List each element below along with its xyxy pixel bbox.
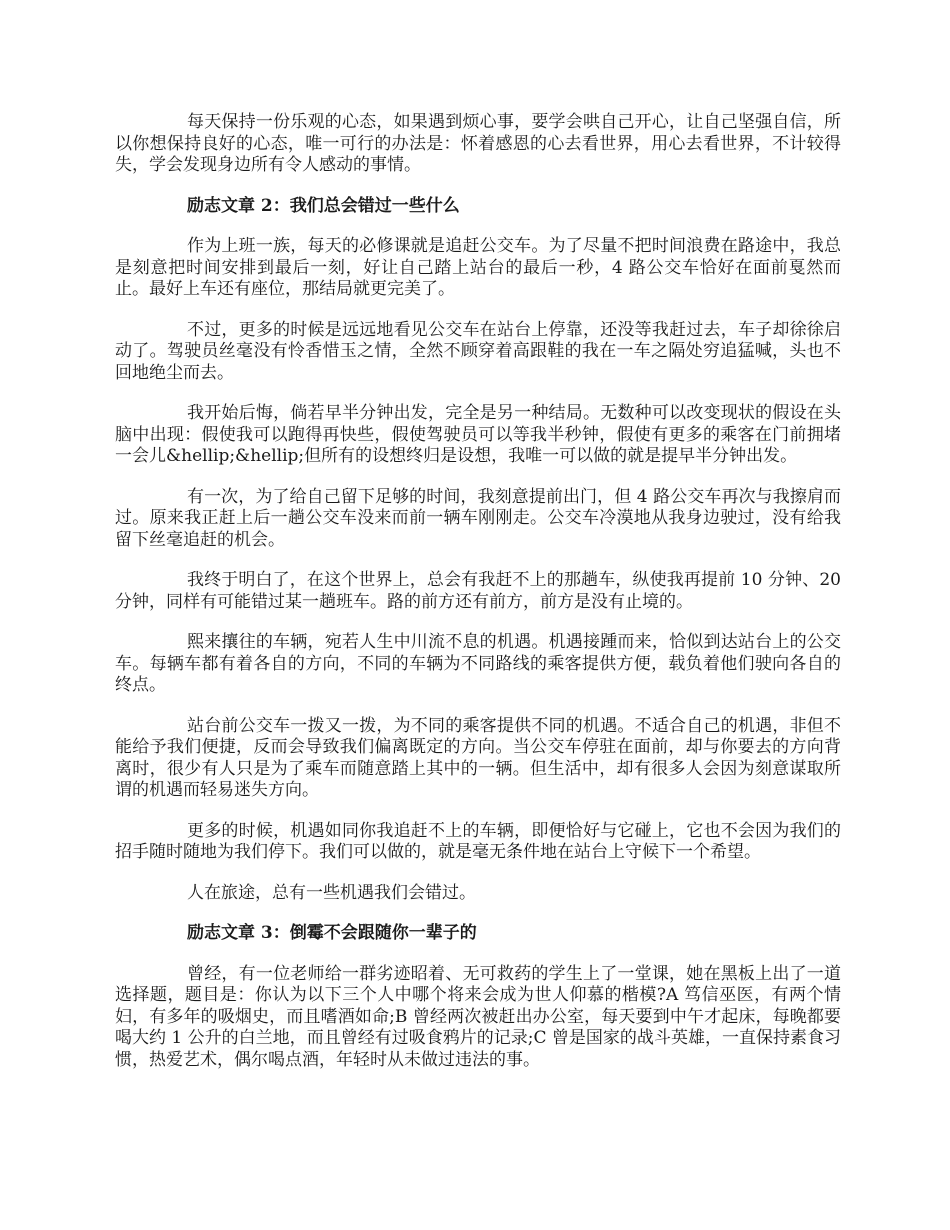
- paragraph: 站台前公交车一拨又一拨，为不同的乘客提供不同的机遇。不适合自己的机遇，非但不能给予我们便捷，反而会导致我们偏离既定的方向。当公交车停驻在面前，却与你要去的方向背离时，很少有人只是为了乘车而随意踏上其中的一辆。但生活中，却有很多人会因为刻意谋取所谓的机遇而轻易迷失方向。: [115, 715, 841, 800]
- paragraph: 我终于明白了，在这个世界上，总会有我赶不上的那趟车，纵使我再提前 10 分钟、20 分钟，同样有可能错过某一趟班车。路的前方还有前方，前方是没有止境的。: [115, 570, 841, 612]
- paragraph: 我开始后悔，倘若早半分钟出发，完全是另一种结局。无数种可以改变现状的假设在头脑中出现：假使我可以跑得再快些，假使驾驶员可以等我半秒钟，假使有更多的乘客在门前拥堵一会儿&hellip;&hellip;但所有的设想终归是设想，我唯一可以做的就是提早半分钟出发。: [115, 403, 841, 466]
- document-body: [115, 112, 841, 1090]
- section-heading: 励志文章 2：我们总会错过一些什么: [187, 195, 460, 216]
- paragraph: 不过，更多的时候是远远地看见公交车在站台上停靠，还没等我赶过去，车子却徐徐启动了。驾驶员丝毫没有怜香惜玉之情，全然不顾穿着高跟鞋的我在一车之隔处穷追猛喊，头也不回地绝尘而去。: [115, 319, 841, 383]
- paragraph: 曾经，有一位老师给一群劣迹昭着、无可救药的学生上了一堂课，她在黑板上出了一道选择题，题目是：你认为以下三个人中哪个将来会成为世人仰慕的楷模?A 笃信巫医，有两个情妇，有多年的吸烟史，而且嗜酒如命;B 曾经两次被赶出办公室，每天要到中午才起床，每晚都要喝大约 1 公升的白兰地，而且曾经有过吸食鸦片的记录;C 曾是国家的战斗英雄，一直保持素食习惯，热爱艺术，偶尔喝点酒，年轻时从未做过违法的事。: [115, 963, 841, 1070]
- paragraph: 每天保持一份乐观的心态，如果遇到烦心事，要学会哄自己开心，让自己坚强自信，所以你想保持良好的心态，唯一可行的办法是：怀着感恩的心去看世界，用心去看世界，不计较得失，学会发现身边所有令人感动的事情。: [115, 112, 841, 175]
- paragraph: 有一次，为了给自己留下足够的时间，我刻意提前出门，但 4 路公交车再次与我擦肩而过。原来我正赶上后一趟公交车没来而前一辆车刚刚走。公交车冷漠地从我身边驶过，没有给我留下丝毫追赶的机会。: [115, 486, 841, 550]
- paragraph: 作为上班一族，每天的必修课就是追赶公交车。为了尽量不把时间浪费在路途中，我总是刻意把时间安排到最后一刻，好让自己踏上站台的最后一秒，4 路公交车恰好在面前戛然而止。最好上车还有座位，那结局就更完美了。: [115, 236, 841, 299]
- paragraph: 更多的时候，机遇如同你我追赶不上的车辆，即便恰好与它碰上，它也不会因为我们的招手随时随地为我们停下。我们可以做的，就是毫无条件地在站台上守候下一个希望。: [115, 820, 841, 862]
- paragraph: 人在旅途，总有一些机遇我们会错过。: [187, 882, 476, 903]
- section-heading: 励志文章 3：倒霉不会跟随你一辈子的: [187, 923, 477, 943]
- paragraph: 熙来攘往的车辆，宛若人生中川流不息的机遇。机遇接踵而来，恰似到达站台上的公交车。每辆车都有着各自的方向，不同的车辆为不同路线的乘客提供方便，载负着他们驶向各自的终点。: [115, 632, 841, 695]
